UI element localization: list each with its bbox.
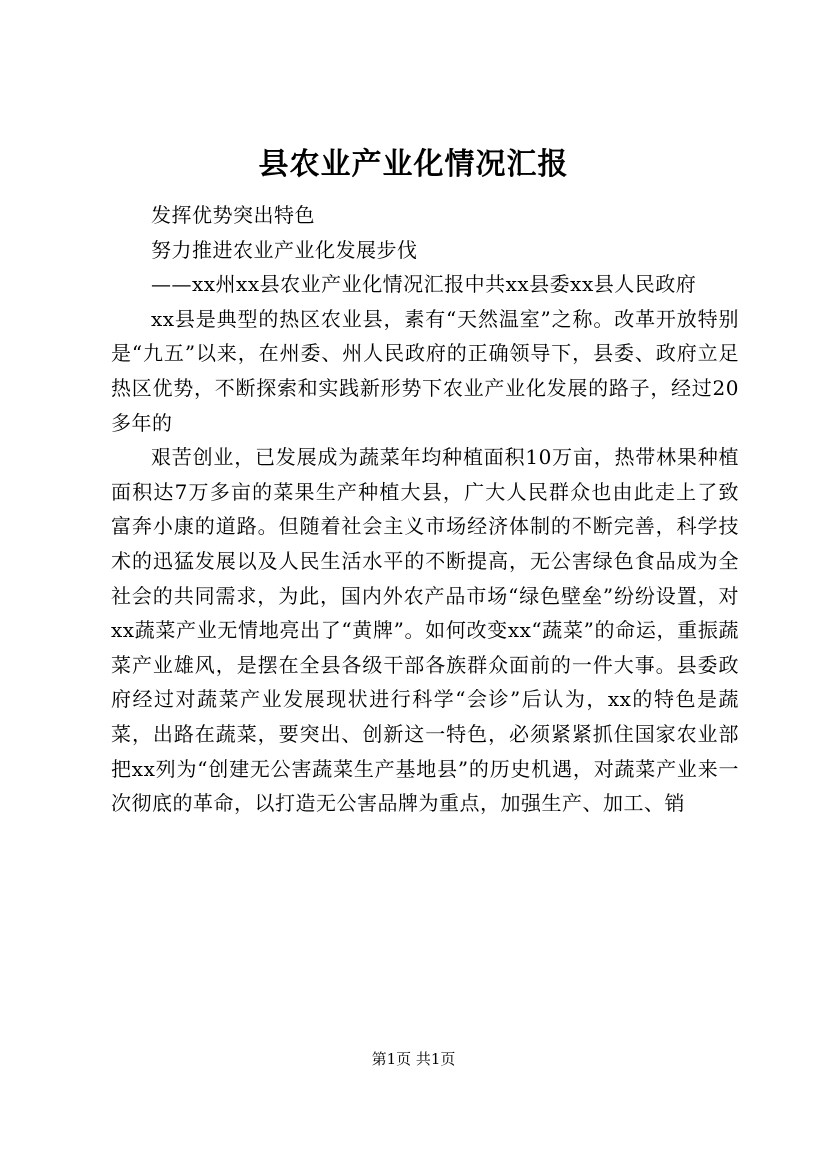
- document-body: [111, 198, 739, 821]
- paragraph-main: 艰苦创业，已发展成为蔬菜年均种植面积10万亩，热带林果种植面积达7万多亩的菜果生产种植大县，广大人民群众也由此走上了致富奔小康的道路。但随着社会主义市场经济体制的不断完善，科学技术的迅猛发展以及人民生活水平的不断提高，无公害绿色食品成为全社会的共同需求，为此，国内外农产品市场“绿色壁垒”纷纷设置，对xx蔬菜产业无情地亮出了“黄牌”。如何改变xx“蔬菜”的命运，重振蔬菜产业雄风，是摆在全县各级干部各族群众面前的一件大事。县委政府经过对蔬菜产业发展现状进行科学“会诊”后认为，xx的特色是蔬菜，出路在蔬菜，要突出、创新这一特色，必须紧紧抓住国家农业部把xx列为“创建无公害蔬菜生产基地县”的历史机遇，对蔬菜产业来一次彻底的革命，以打造无公害品牌为重点，加强生产、加工、销: [111, 445, 739, 816]
- subtitle-line-1: 发挥优势突出特色: [151, 203, 315, 227]
- document-title: 县农业产业化情况汇报: [258, 147, 569, 182]
- paragraph-intro: xx县是典型的热区农业县，素有“天然温室”之称。改革开放特别是“九五”以来，在州委、州人民政府的正确领导下，县委、政府立足热区优势，不断探索和实践新形势下农业产业化发展的路子，经过20多年的: [111, 306, 739, 435]
- subtitle-line-2: 努力推进农业产业化发展步伐: [151, 237, 418, 262]
- page-footer: 第1页 共1页: [371, 1050, 456, 1068]
- byline: ——xx州xx县农业产业化情况汇报中共xx县委xx县人民政府: [151, 272, 697, 297]
